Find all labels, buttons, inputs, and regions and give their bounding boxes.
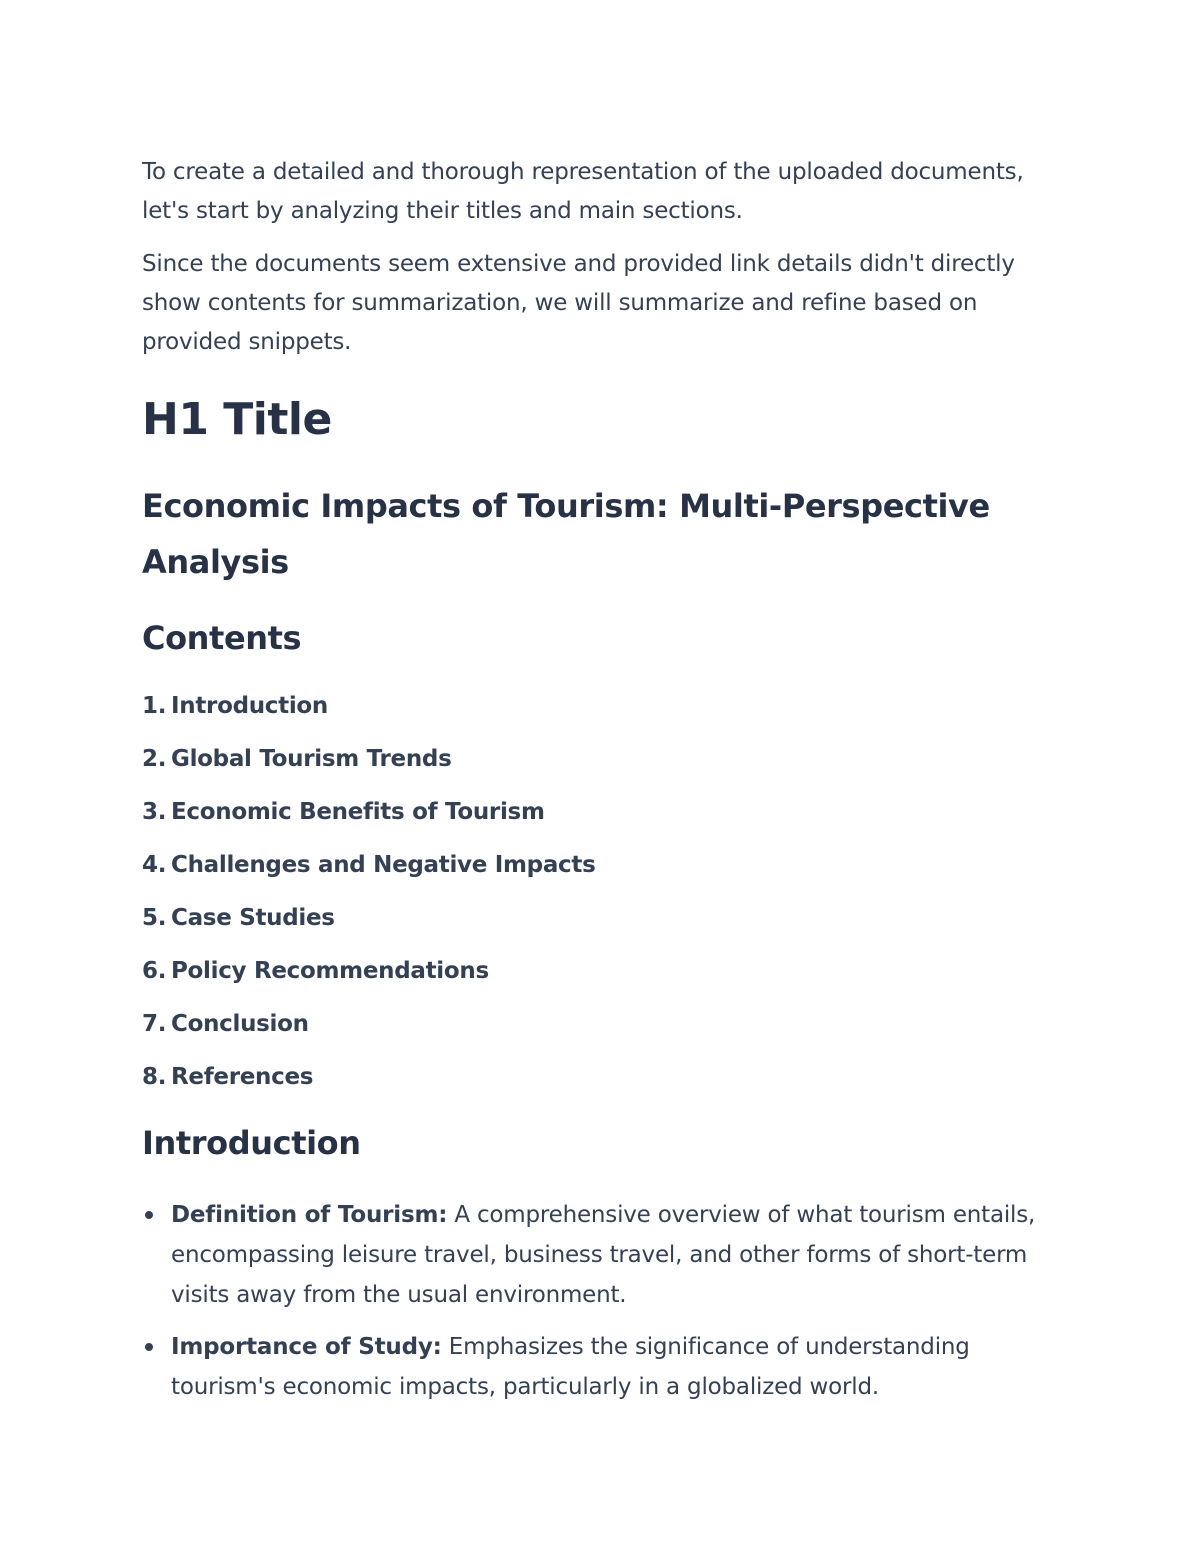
toc-item-label: Economic Benefits of Tourism [171, 799, 545, 825]
document-title: Economic Impacts of Tourism: Multi-Perspective Analysis [142, 487, 990, 581]
h1-title: H1 Title [142, 394, 332, 445]
toc-item-number: 6. [142, 958, 167, 984]
toc-item-label: Conclusion [171, 1011, 309, 1037]
toc-item-number: 3. [142, 799, 167, 825]
bullet-item [142, 1327, 1062, 1407]
toc-item [142, 847, 1062, 883]
document-page [142, 153, 1062, 1419]
bullet-text: Emphasizes the significance of understanding tourism's economic impacts, particularly in a globalized world. [171, 1334, 970, 1400]
introduction-bullets [142, 1195, 1062, 1407]
toc-item-number: 7. [142, 1011, 167, 1037]
toc-item-label: Introduction [171, 693, 328, 719]
bullet-dot-icon [145, 1211, 153, 1219]
toc-item-label: Policy Recommendations [171, 958, 489, 984]
toc-item-number: 8. [142, 1064, 167, 1090]
toc-item-number: 5. [142, 905, 167, 931]
intro-paragraph: To create a detailed and thorough representation of the uploaded documents, let's start by analyzing their titles and main sections. [142, 159, 1024, 224]
toc-item [142, 688, 1062, 724]
toc-item-number: 1. [142, 693, 167, 719]
bullet-term: Definition of Tourism: [171, 1202, 448, 1228]
intro-paragraph: Since the documents seem extensive and provided link details didn't directly show contents for summarization, we will summarize and refine based on provided snippets. [142, 251, 1015, 355]
contents-heading: Contents [142, 619, 302, 657]
bullet-item [142, 1195, 1062, 1315]
bullet-text: A comprehensive overview of what tourism entails, encompassing leisure travel, business travel, and other forms of short-term visits away from the usual environment. [171, 1202, 1036, 1308]
toc-item [142, 1006, 1062, 1042]
toc-item [142, 953, 1062, 989]
toc-item-label: Global Tourism Trends [171, 746, 452, 772]
introduction-heading: Introduction [142, 1124, 361, 1162]
toc-item [142, 1059, 1062, 1095]
toc-item [142, 741, 1062, 777]
toc-item-label: References [171, 1064, 314, 1090]
toc-item-label: Challenges and Negative Impacts [171, 852, 596, 878]
toc-item [142, 900, 1062, 936]
bullet-term: Importance of Study: [171, 1334, 442, 1360]
toc-item-number: 4. [142, 852, 167, 878]
toc-item-number: 2. [142, 746, 167, 772]
toc-item [142, 794, 1062, 830]
toc-item-label: Case Studies [171, 905, 335, 931]
table-of-contents [142, 688, 1062, 1095]
bullet-dot-icon [145, 1343, 153, 1351]
